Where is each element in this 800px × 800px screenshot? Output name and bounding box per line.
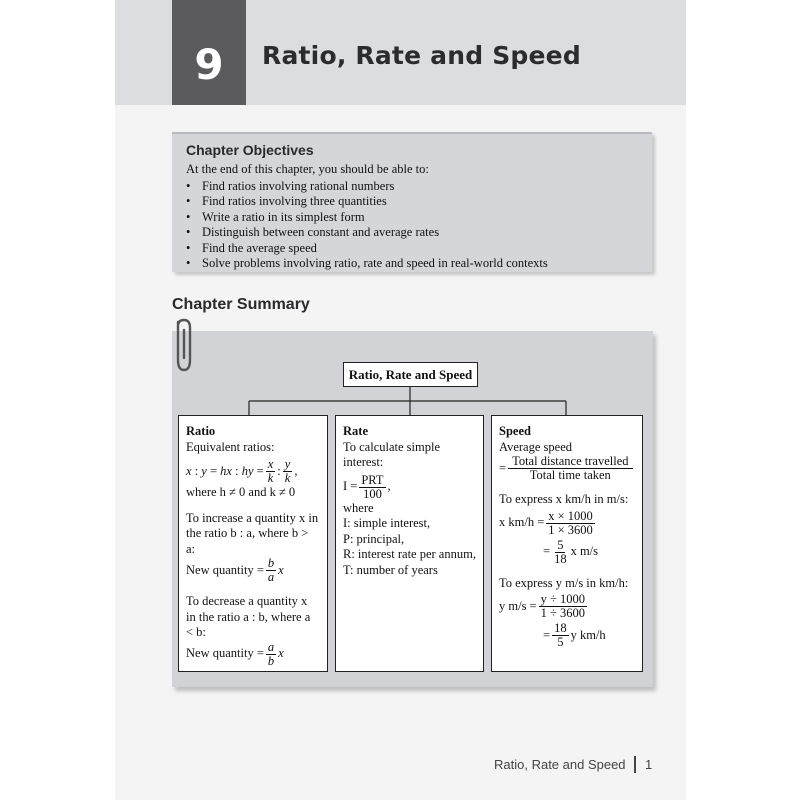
ratio-title: Ratio (186, 424, 216, 438)
increase-text: To increase a quantity x in the ratio b : a, where b > a: (186, 510, 319, 556)
objective-item: • Distinguish between constant and average rates (186, 225, 638, 241)
page-number: 1 (645, 757, 653, 772)
chapter-title: Ratio, Rate and Speed (262, 41, 581, 70)
footer-divider (634, 756, 636, 773)
ratio-card (178, 415, 328, 672)
rate-title: Rate (343, 424, 368, 438)
ms-to-kmh-result: = $\frac{18}{5}$ y km/h (543, 621, 606, 649)
chapter-number: 9 (172, 0, 246, 105)
speed-card (491, 415, 643, 672)
ratio-condition: where h ≠ 0 and k ≠ 0 (186, 485, 296, 499)
rate-card (335, 415, 484, 672)
ms-to-kmh-formula: y m/s = $\frac{y \div 1000}{1 \div 3600}$ (499, 592, 585, 620)
objectives-intro: At the end of this chapter, you should be able to: (186, 162, 429, 176)
average-speed-label: Average speed (499, 439, 572, 454)
rate-definition: P: principal, (343, 531, 405, 546)
summary-root-node: Ratio, Rate and Speed (343, 362, 478, 387)
kmh-to-ms-formula: x km/h = $\frac{x \times 1000}{1 \times 3600}$ (499, 508, 593, 537)
objectives-heading: Chapter Objectives (186, 142, 314, 158)
objective-item: • Solve problems involving ratio, rate and speed in real-world contexts (186, 256, 638, 272)
increase-formula: New quantity = $\frac{b}{a}$ x (186, 556, 284, 584)
objective-item: • Find the average speed (186, 241, 638, 257)
average-speed-formula: = $\frac{\text{Total distance travelled}}{\text{Total time taken}}$ (499, 455, 635, 482)
objectives-list (186, 179, 638, 272)
rate-definition: R: interest rate per annum, (343, 547, 476, 561)
equivalent-ratios-label: Equivalent ratios: (186, 439, 275, 454)
kmh-to-ms-result: = $\frac{5}{18}$ x m/s (543, 537, 598, 566)
decrease-text: To decrease a quantity x in the ratio a : b, where a < b: (186, 594, 311, 639)
objective-item: • Write a ratio in its simplest form (186, 210, 638, 226)
kmh-to-ms-text: To express x km/h in m/s: (499, 492, 629, 506)
rate-where: where (343, 500, 374, 515)
footer-chapter-title: Ratio, Rate and Speed (494, 757, 626, 772)
equivalent-ratios-formula: x : y = hx : hy = $\frac{x}{k}$ : $\frac{y}{k}$ , (186, 457, 298, 485)
rate-definition: I: simple interest, (343, 516, 431, 530)
rate-intro: To calculate simple interest: (343, 439, 441, 469)
speed-title: Speed (499, 424, 531, 438)
objective-item: • Find ratios involving rational numbers (186, 179, 638, 195)
rate-definition: T: number of years (343, 562, 438, 577)
decrease-formula: New quantity = $\frac{a}{b}$ x (186, 639, 284, 668)
ms-to-kmh-text: To express y m/s in km/h: (499, 575, 629, 590)
paperclip-icon (170, 316, 196, 376)
objective-item: • Find ratios involving three quantities (186, 194, 638, 210)
summary-heading: Chapter Summary (172, 296, 310, 313)
simple-interest-formula: I = $\frac{\text{PRT}}{100}$ , (343, 472, 391, 501)
chapter-objectives-box (172, 132, 652, 272)
